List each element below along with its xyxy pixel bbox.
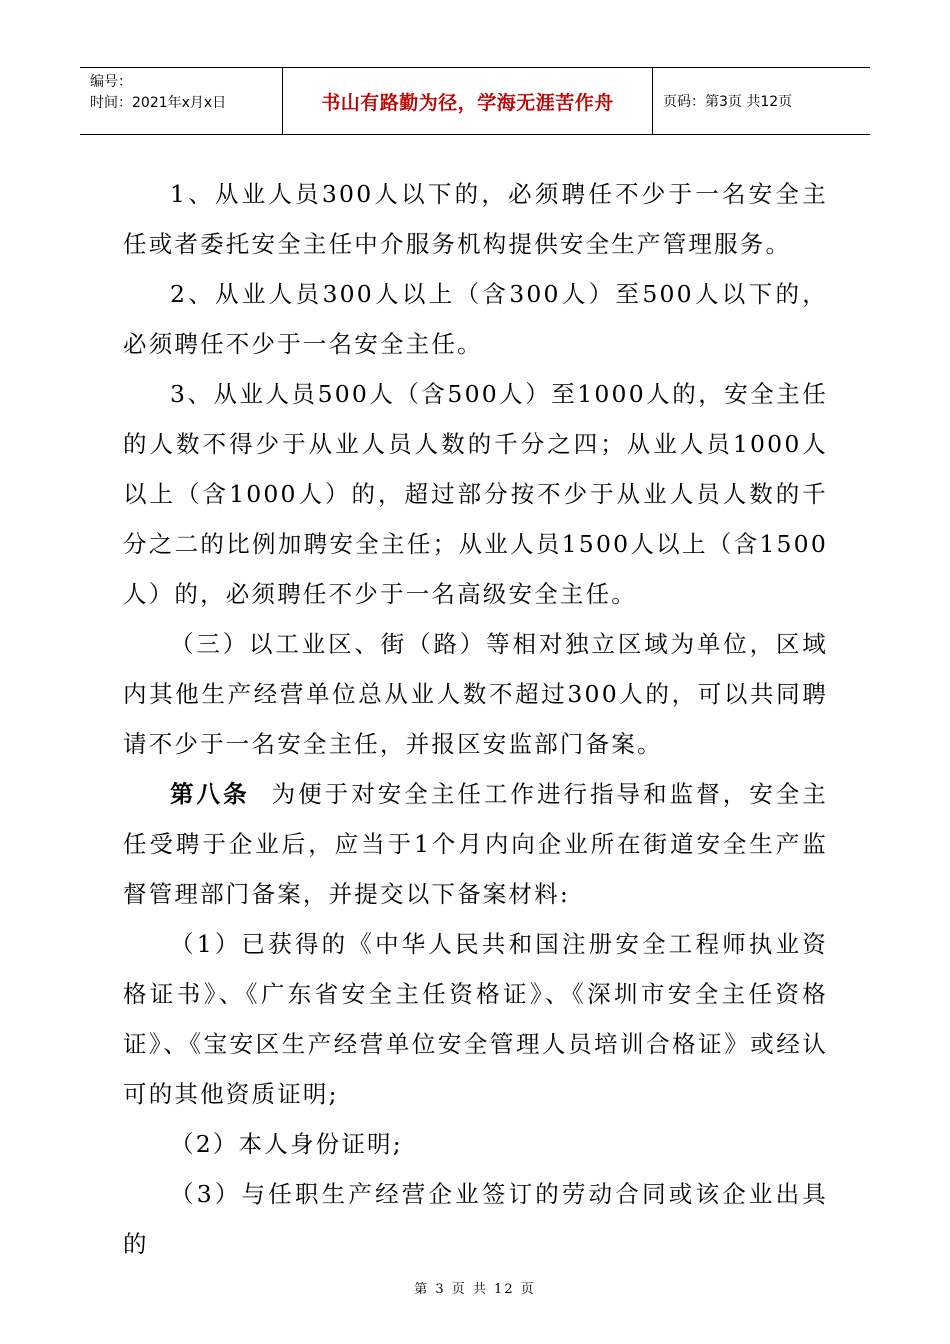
- page-footer: 第 3 页 共 12 页: [414, 1282, 536, 1297]
- header-meta: [80, 68, 283, 134]
- paragraph: （三）以工业区、街（路）等相对独立区域为单位，区域内其他生产经营单位总从业人数不超过300人的，可以共同聘请不少于一名安全主任，并报区安监部门备案。: [123, 630, 828, 758]
- paragraph: （2）本人身份证明;: [170, 1130, 403, 1158]
- paragraph: 3、从业人员500人（含500人）至1000人的，安全主任的人数不得少于从业人员人数的千分之四；从业人员1000人以上（含1000人）的，超过部分按不少于从业人员人数的千分之二的比例加聘安全主任；从业人员1500人以上（含1500人）的，必须聘任不少于一名高级安全主任。: [123, 380, 828, 608]
- paragraph: （1）已获得的《中华人民共和国注册安全工程师执业资格证书》、《广东省安全主任资格证》、《深圳市安全主任资格证》、《宝安区生产经营单位安全管理人员培训合格证》或经认可的其他资质证明;: [123, 930, 828, 1108]
- code-label: 编号：: [90, 74, 132, 90]
- document-body: [123, 169, 828, 1269]
- paragraph: 2、从业人员300人以上（含300人）至500人以下的，必须聘任不少于一名安全主任。: [123, 280, 828, 358]
- paragraph: 1、从业人员300人以下的，必须聘任不少于一名安全主任或者委托安全主任中介服务机构提供安全生产管理服务。: [123, 180, 828, 258]
- time-label: 时间：2021年x月x日: [90, 95, 227, 111]
- article-text: 为便于对安全主任工作进行指导和监督，安全主任受聘于企业后，应当于1个月内向企业所在街道安全生产监督管理部门备案，并提交以下备案材料:: [123, 780, 828, 908]
- paragraph: （3）与任职生产经营企业签订的劳动合同或该企业出具的: [123, 1180, 828, 1258]
- header-motto: 书山有路勤为径，学海无涯苦作舟: [283, 68, 653, 134]
- header-page-info: 页码：第3页 共12页: [663, 94, 793, 110]
- document-header: [80, 67, 870, 135]
- article-number: 第八条: [170, 780, 250, 808]
- article-paragraph: [123, 769, 828, 919]
